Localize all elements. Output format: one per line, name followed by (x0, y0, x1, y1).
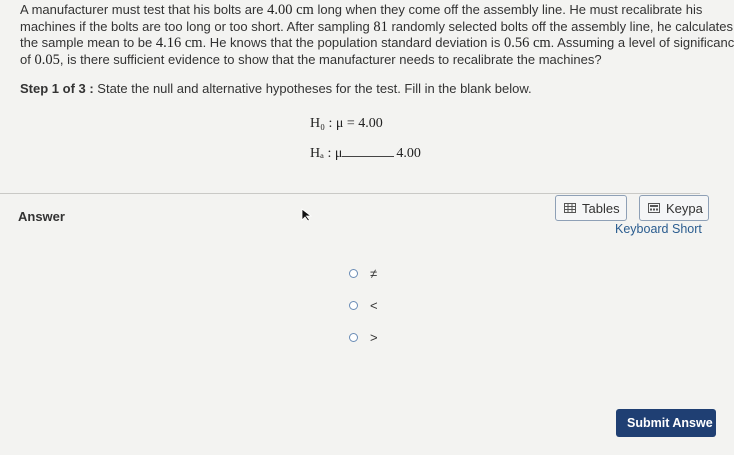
problem-text (20, 2, 734, 68)
step-instruction: State the null and alternative hypotheses for the test. Fill in the blank below. (93, 81, 532, 96)
option-not-equal[interactable] (349, 266, 377, 281)
option-label: > (370, 330, 378, 345)
keypad-label: Keypa (666, 200, 703, 216)
step-heading (20, 81, 532, 96)
option-label: < (370, 298, 378, 313)
table-icon (564, 203, 576, 213)
option-greater-than[interactable] (349, 330, 378, 345)
alt-hypothesis-value: 4.00 (396, 146, 421, 161)
keypad-button[interactable] (639, 195, 709, 221)
submit-answer-button[interactable]: Submit Answe (616, 409, 716, 437)
radio-button[interactable] (349, 269, 358, 278)
alt-hypothesis-prefix: Hₐ : μ (310, 146, 343, 161)
step-number: Step 1 of 3 : (20, 81, 94, 96)
problem-line-4: of 0.05, is there sufficient evidence to show that the manufacturer needs to recalibrate the machines? (20, 51, 602, 68)
option-less-than[interactable] (349, 298, 378, 313)
option-label: ≠ (370, 266, 378, 281)
problem-line-2: machines if the bolts are too long or too short. After sampling 81 randomly selected bolts off the assembly line, he calculates (20, 18, 734, 35)
radio-button[interactable] (349, 301, 358, 310)
null-hypothesis: H₀ : μ = 4.00 (310, 116, 383, 131)
alternative-hypothesis (310, 144, 421, 162)
section-divider (0, 193, 700, 194)
radio-button[interactable] (349, 333, 358, 342)
keypad-icon (648, 203, 660, 213)
tables-button[interactable] (555, 195, 627, 221)
hypothesis-blank[interactable] (342, 144, 394, 157)
problem-line-1: A manufacturer must test that his bolts are 4.00 cm long when they come off the assembly line. He must recalibrate his (20, 2, 703, 18)
keyboard-shortcuts-link[interactable]: Keyboard Short (615, 222, 702, 236)
answer-label: Answer (18, 209, 65, 224)
mouse-cursor-icon (301, 208, 313, 222)
tables-label: Tables (582, 200, 620, 216)
problem-line-3: the sample mean to be 4.16 cm. He knows that the population standard deviation is 0.56 cm. Assuming a level of significanc (20, 35, 734, 51)
